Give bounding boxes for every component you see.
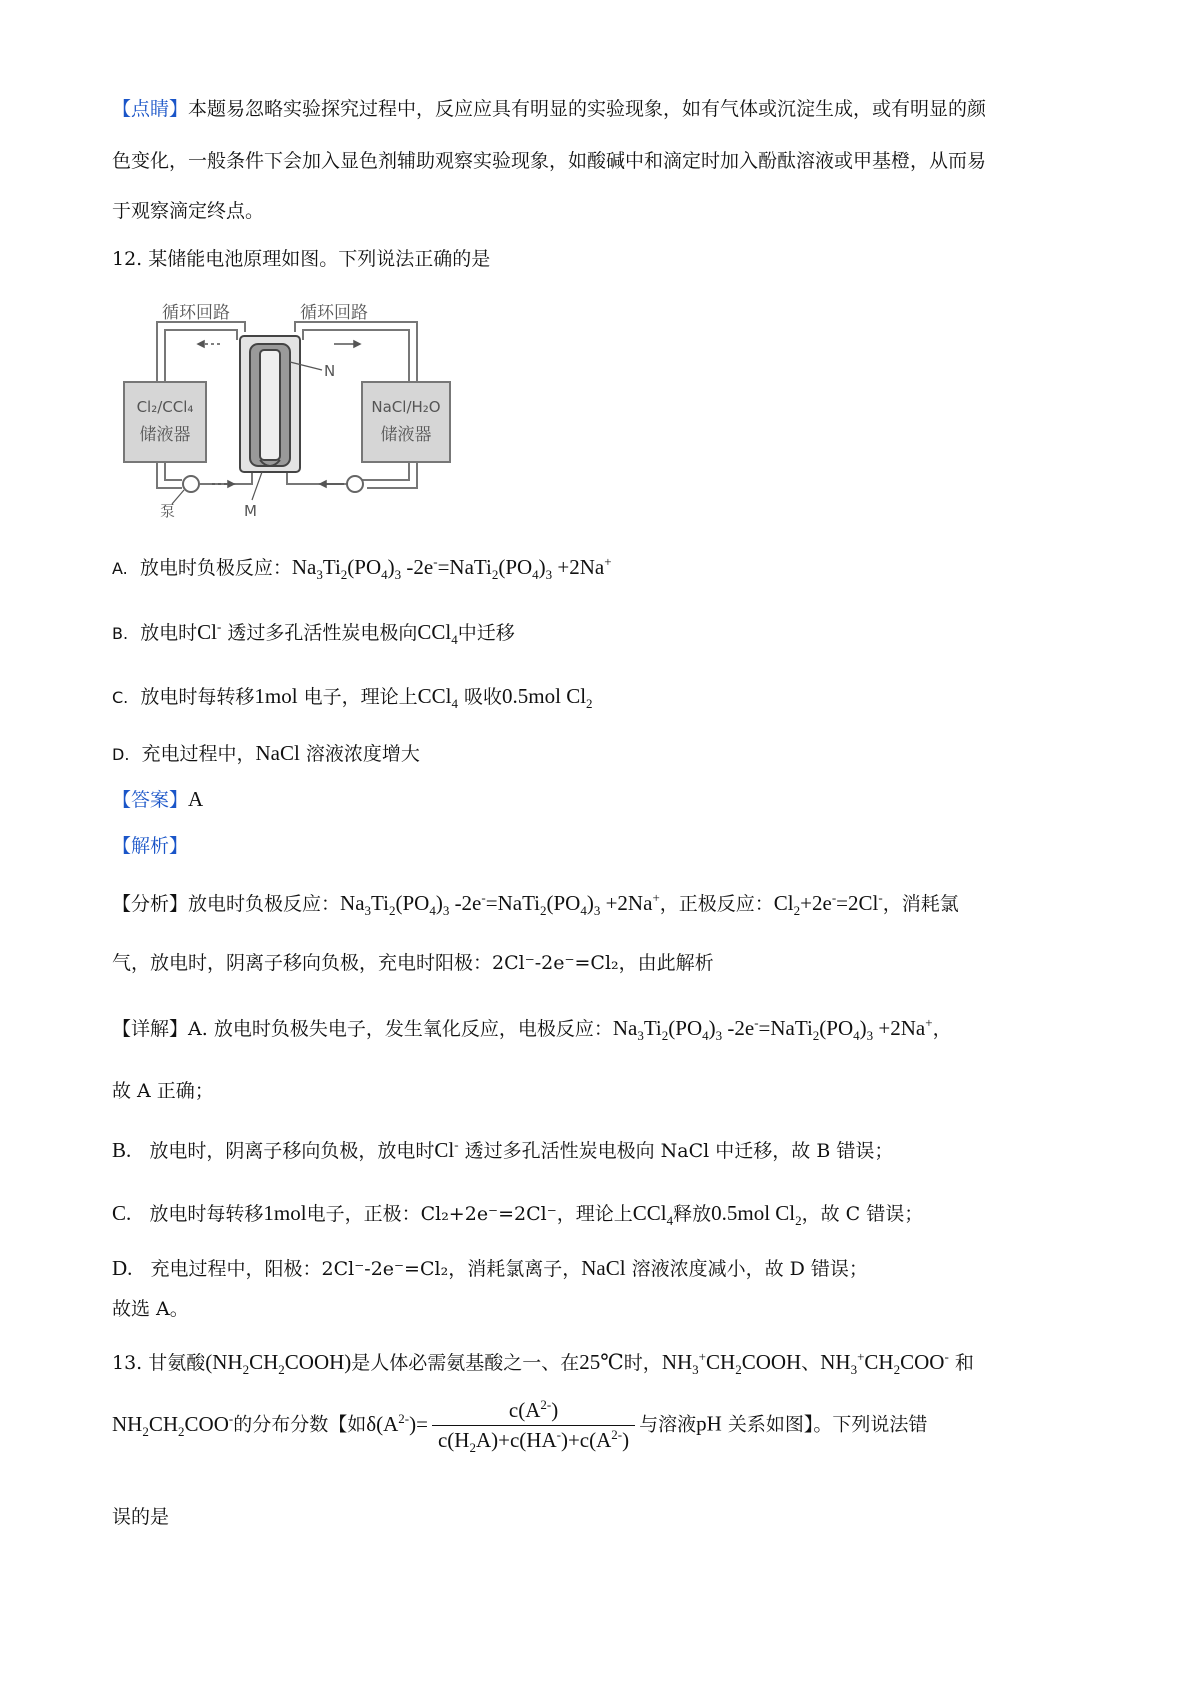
left-tank-label-1: Cl₂/CCl₄ xyxy=(136,398,194,416)
option-b: B. 放电时Cl- 透过多孔活性炭电极向CCl$_4$中迁移 xyxy=(112,619,515,648)
detail-b: B. 放电时，阴离子移向负极，放电时Cl- 透过多孔活性炭电极向 NaCl 中迁移，故 B 错误； xyxy=(112,1137,894,1162)
label-n: N xyxy=(324,362,336,380)
detail-c: C. 放电时每转移1mol电子，正极：Cl₂+2e⁻=2Cl⁻，理论上CCl$_4$释放0.5mol $Cl_2$，故 C 错误； xyxy=(112,1201,924,1229)
tip-line-2: 色变化，一般条件下会加入显色剂辅助观察实验现象，如酸碱中和滴定时加入酚酞溶液或甲基橙，从而易 xyxy=(112,150,987,172)
option-c: C. 放电时每转移1mol 电子，理论上CCl$_4$ 吸收0.5mol $Cl_2$ xyxy=(112,684,593,712)
tip-label: 【点睛】 xyxy=(112,98,189,120)
loop-label-left: 循环回路 xyxy=(162,303,230,323)
detail-a-line-1: 【详解】A. 放电时负极失电子，发生氧化反应，电极反应：$Na_3Ti_2(PO_4)_3$ $-2e^-=NaTi_2(PO_4)_3 +2Na^+$， xyxy=(112,1015,952,1044)
answer-row xyxy=(112,789,1097,810)
left-pump-icon xyxy=(183,476,199,492)
label-pump: 泵 xyxy=(160,502,176,520)
tip-line-3: 于观察滴定终点。 xyxy=(112,200,265,222)
option-a: A. 放电时负极反应：$Na_3Ti_2(PO_4)_3$ $-2e^-=NaTi_2(PO_4)_3 +2Na^+$ xyxy=(112,554,612,583)
battery-diagram xyxy=(112,300,462,525)
answer-value: A xyxy=(188,787,204,811)
left-tank xyxy=(124,382,206,462)
right-tank-label-2: 储液器 xyxy=(380,425,432,445)
label-m: M xyxy=(244,502,257,520)
right-tank-label-1: NaCl/H₂O xyxy=(371,398,441,416)
equation-a: $Na_3Ti_2(PO_4)_3$ $-2e^-=NaTi_2(PO_4)_3 +2Na^+$ xyxy=(291,554,612,583)
tip-line-1: 本题易忽略实验探究过程中，反应应具有明显的实验现象，如有气体或沉淀生成，或有明显的颜 xyxy=(188,98,987,120)
question-13-line-1: 13. 甘氨酸$(NH_2CH_2COOH)$是人体必需氨基酸之一、在25℃时，$NH_3^+CH_2COOH$、$NH_3^+CH_2COO^-$ 和 xyxy=(112,1349,974,1378)
distribution-fraction: $\frac{c(A^{2-})}{c(H_2A)+c(HA^-)+c(A^{2-})}$ xyxy=(432,1400,635,1451)
tip-line-2-row xyxy=(112,152,1097,171)
question-12-stem: 12. 某储能电池原理如图。下列说法正确的是 xyxy=(112,248,491,270)
tip-line-3-row xyxy=(112,202,1097,221)
conclusion: 故选 A。 xyxy=(112,1298,189,1320)
detail-d: D. 充电过程中，阳极：2Cl⁻-2e⁻=Cl₂，消耗氯离子，NaCl 溶液浓度减小，故 D 错误； xyxy=(112,1256,868,1280)
fenxi-line-1: 【分析】放电时负极反应：$Na_3Ti_2(PO_4)_3$ $-2e^-=NaTi_2(PO_4)_3 +2Na^+$，正极反应：$Cl_2+2e^-=2Cl^-$，消耗氯 xyxy=(112,890,959,919)
question-13-line-3: 误的是 xyxy=(112,1506,170,1528)
option-d: D. 充电过程中，NaCl 溶液浓度增大 xyxy=(112,741,420,765)
loop-label-right: 循环回路 xyxy=(300,303,368,323)
fenxi-line-2: 气，放电时，阴离子移向负极，充电时阳极：2Cl⁻-2e⁻=Cl₂，由此解析 xyxy=(112,952,714,974)
analysis-heading: 【解析】 xyxy=(112,835,189,857)
tip-paragraph xyxy=(112,100,1097,119)
left-tank-label-2: 储液器 xyxy=(139,425,191,445)
answer-label: 【答案】 xyxy=(112,789,189,811)
right-tank xyxy=(362,382,450,462)
right-pump-icon xyxy=(347,476,363,492)
question-13-line-2: $NH_2CH_2COO^-$的分布分数【如$\delta(A^{2-})=$ $\frac{c(A^{2-})}{c(H_2A)+c(HA^-)+c(A^{2-})}$ 与溶液pH 关系如图】。下列说法错 xyxy=(112,1397,928,1456)
detail-a-line-2: 故 A 正确； xyxy=(112,1080,214,1102)
